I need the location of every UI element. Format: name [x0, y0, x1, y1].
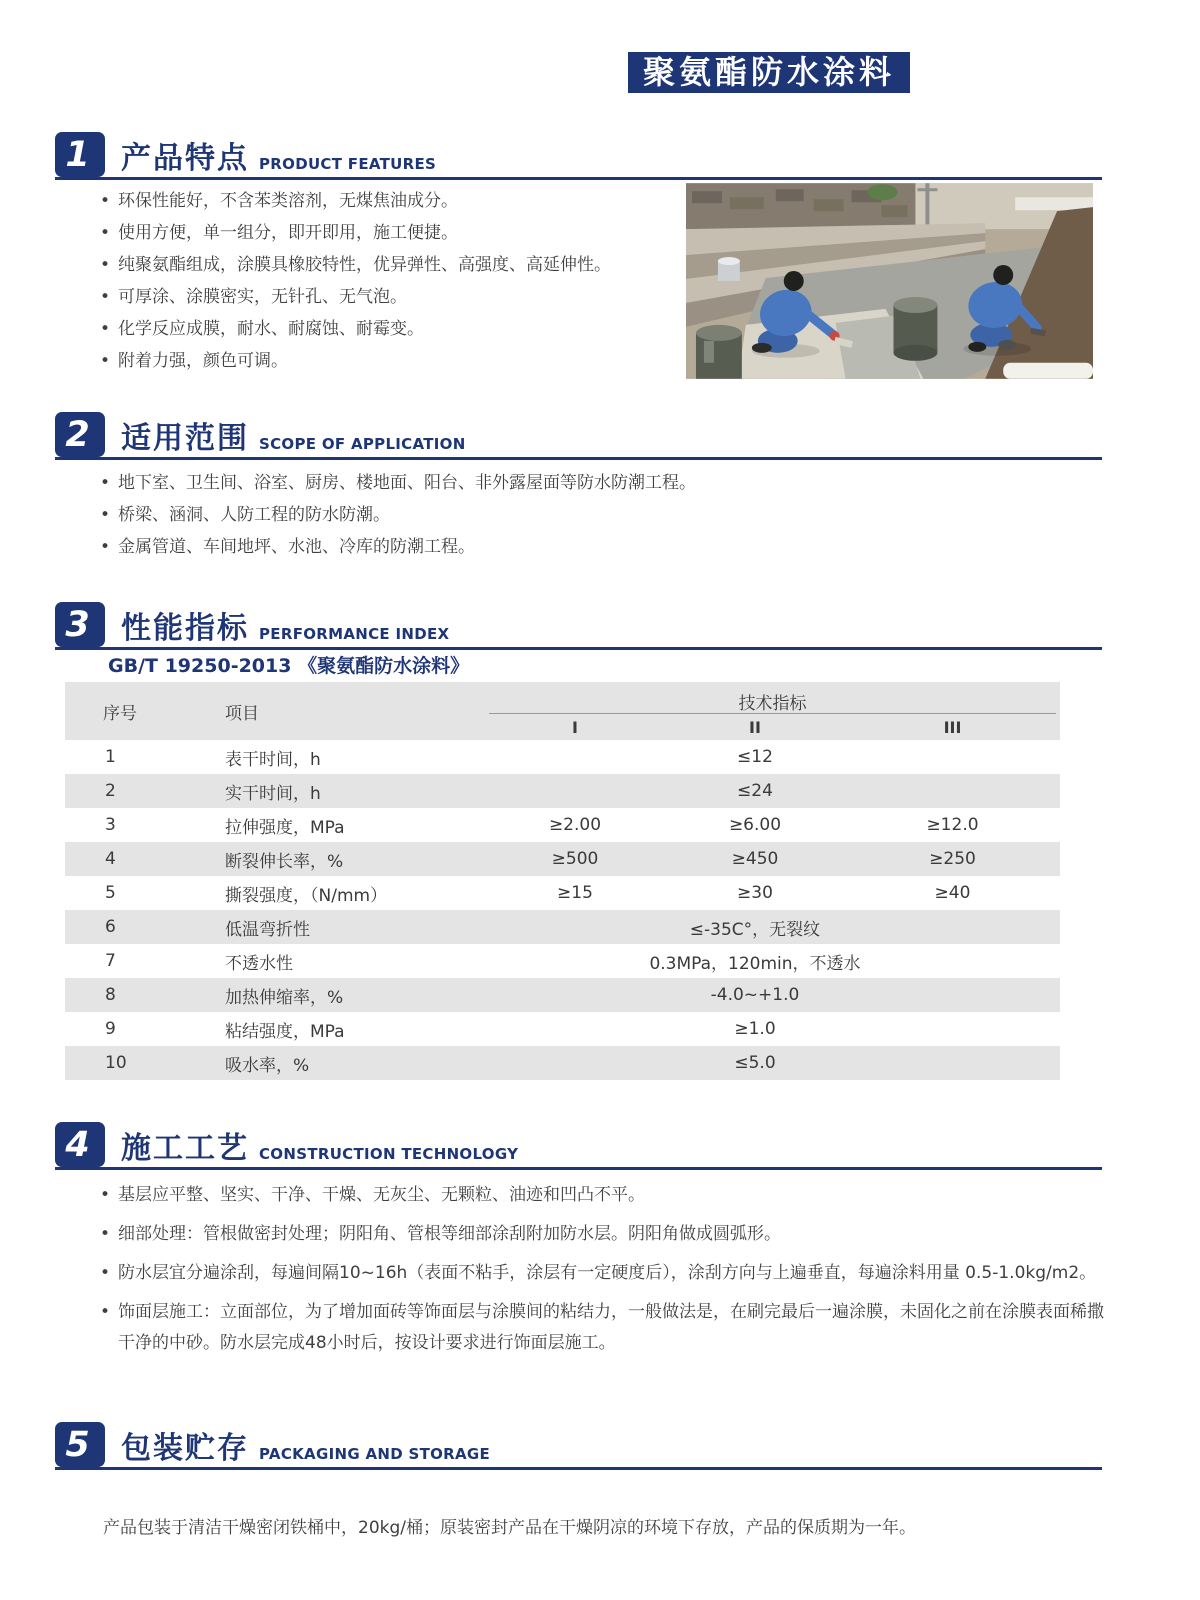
scope-text: 金属管道、车间地坪、水池、冷库的防潮工程。 [118, 537, 475, 557]
section-5-header [55, 1418, 1102, 1470]
feature-list-item [100, 186, 700, 216]
cell-value-1: ≥500 [551, 849, 599, 869]
construction-text: 饰面层施工：立面部位，为了增加面砖等饰面层与涂膜间的粘结力，一般做法是，在刷完最后一遍涂膜，未固化之前在涂膜表面稀撒干净的中砂。防水层完成48小时后，按设计要求进行饰面层施工。 [118, 1302, 1104, 1353]
bullet-icon: • [100, 287, 111, 307]
scope-list-item [100, 532, 980, 562]
construction-list-item [100, 1180, 1112, 1211]
bullet-icon: • [100, 1185, 111, 1205]
cell-value-3: ≥40 [934, 883, 971, 903]
cell-no: 7 [105, 951, 116, 971]
section-2-title-cn: 适用范围 [121, 421, 249, 456]
performance-table-body [65, 740, 1060, 1080]
section-5-title-cn: 包装贮存 [121, 1431, 249, 1466]
table-row [65, 910, 1060, 944]
table-row [65, 774, 1060, 808]
section-3-number-badge: 3 [55, 602, 105, 647]
standard-note: GB/T 19250-2013 《聚氨酯防水涂料》 [108, 655, 470, 677]
section-3-title-cn: 性能指标 [121, 611, 249, 646]
feature-text: 可厚涂、涂膜密实，无针孔、无气泡。 [118, 287, 407, 307]
scope-text: 地下室、卫生间、浴室、厨房、楼地面、阳台、非外露屋面等防水防潮工程。 [118, 473, 696, 493]
feature-list-item [100, 314, 700, 344]
section-2-title-en: SCOPE OF APPLICATION [259, 435, 466, 453]
pool-edge [1003, 363, 1093, 379]
cell-no: 2 [105, 781, 116, 801]
cell-value-1: ≥15 [557, 883, 593, 903]
construction-text: 细部处理：管根做密封处理；阴阳角、管根等细部涂刮附加防水层。阴阳角做成圆弧形。 [118, 1224, 781, 1244]
cell-value-2: -4.0~+1.0 [710, 985, 800, 1005]
cell-value-2: ≤12 [737, 747, 773, 767]
foliage [868, 184, 898, 200]
scope-list [100, 468, 980, 564]
small-bucket [718, 257, 740, 281]
scope-list-item [100, 500, 980, 530]
section-5-number-badge: 5 [55, 1422, 105, 1467]
section-2-header [55, 408, 1102, 460]
feature-list-item [100, 250, 700, 280]
tech-subcolumns [485, 714, 1060, 740]
cell-no: 5 [105, 883, 116, 903]
col-header-no: 序号 [103, 703, 137, 724]
tech-index-title: 技术指标 [738, 694, 807, 714]
col-header-item: 项目 [225, 703, 259, 724]
col-header-tech [485, 682, 1060, 740]
feature-list-item [100, 218, 700, 248]
section-4-title-cn: 施工工艺 [121, 1131, 249, 1166]
feature-text: 纯聚氨酯组成，涂膜具橡胶特性，优异弹性、高强度、高延伸性。 [118, 255, 611, 275]
performance-table-header [65, 682, 1060, 740]
product-features-list [100, 186, 700, 378]
cell-item: 撕裂强度，（N/mm） [225, 885, 388, 906]
cell-no: 8 [105, 985, 116, 1005]
feature-text: 化学反应成膜，耐水、耐腐蚀、耐霉变。 [118, 319, 424, 339]
cell-item: 断裂伸长率，% [225, 851, 344, 872]
paint-drum-left [696, 325, 742, 379]
construction-list-item [100, 1258, 1112, 1289]
bullet-icon: • [100, 1302, 111, 1322]
tech-col-2: II [749, 717, 761, 737]
section-1-title-cn: 产品特点 [121, 141, 249, 176]
feature-text: 使用方便，单一组分，即开即用，施工便捷。 [118, 223, 458, 243]
cell-item: 加热伸缩率，% [225, 987, 344, 1008]
section-1-number-badge: 1 [55, 132, 105, 177]
bullet-icon: • [100, 1263, 111, 1283]
feature-list-item [100, 282, 700, 312]
section-3-title-en: PERFORMANCE INDEX [259, 625, 450, 643]
cell-no: 10 [105, 1053, 127, 1073]
bullet-icon: • [100, 1224, 111, 1244]
bullet-icon: • [100, 191, 111, 211]
cell-value-3: ≥12.0 [926, 815, 979, 835]
construction-list-item [100, 1219, 1112, 1250]
section-3-header [55, 598, 1102, 650]
cell-item: 拉伸强度，MPa [225, 817, 345, 838]
cell-value-2: ≤5.0 [734, 1053, 776, 1073]
section-5-title-en: PACKAGING AND STORAGE [259, 1445, 491, 1463]
cell-value-1: ≥2.00 [548, 815, 602, 835]
cell-item: 实干时间，h [225, 783, 321, 804]
cell-no: 1 [105, 747, 116, 767]
product-title-banner: 聚氨酯防水涂料 [628, 52, 910, 93]
cell-item: 不透水性 [225, 953, 293, 974]
tech-col-3: III [943, 717, 962, 737]
bullet-icon: • [100, 351, 111, 371]
section-1-title-en: PRODUCT FEATURES [259, 155, 437, 173]
section-4-number-badge: 4 [55, 1122, 105, 1167]
cell-item: 吸水率，% [225, 1055, 310, 1076]
construction-text: 防水层宜分遍涂刮，每遍间隔10~16h（表面不粘手，涂层有一定硬度后），涂刮方向与上遍垂直，每遍涂料用量 0.5-1.0kg/m2。 [118, 1263, 1097, 1283]
bullet-icon: • [100, 223, 111, 243]
feature-text: 环保性能好，不含苯类溶剂，无煤焦油成分。 [118, 191, 458, 211]
table-row [65, 944, 1060, 978]
tech-col-1: I [572, 717, 578, 737]
bullet-icon: • [100, 473, 111, 493]
cell-value-2: 0.3MPa，120min，不透水 [649, 953, 861, 974]
cell-value-2: ≥30 [737, 883, 773, 903]
cell-no: 3 [105, 815, 116, 835]
performance-table [65, 682, 1060, 1080]
product-photo [686, 183, 1093, 379]
bullet-icon: • [100, 255, 111, 275]
feature-text: 附着力强，颜色可调。 [118, 351, 288, 371]
table-row [65, 740, 1060, 774]
bullet-icon: • [100, 537, 111, 557]
section-1-header [55, 128, 1102, 180]
cell-value-2: ≥6.00 [728, 815, 782, 835]
table-row [65, 1012, 1060, 1046]
packaging-paragraph: 产品包装于清洁干燥密闭铁桶中，20kg/桶；原装密封产品在干燥阴凉的环境下存放，产品的保质期为一年。 [103, 1518, 916, 1538]
table-row [65, 808, 1060, 842]
section-4-title-en: CONSTRUCTION TECHNOLOGY [259, 1145, 519, 1163]
cell-item: 表干时间，h [225, 749, 321, 770]
cell-item: 粘结强度，MPa [225, 1021, 345, 1042]
section-2-number-badge: 2 [55, 412, 105, 457]
cell-value-2: ≤24 [737, 781, 773, 801]
cell-no: 4 [105, 849, 116, 869]
cell-item: 低温弯折性 [225, 919, 310, 940]
bullet-icon: • [100, 319, 111, 339]
table-row [65, 876, 1060, 910]
cell-no: 6 [105, 917, 116, 937]
construction-list-item [100, 1297, 1112, 1359]
table-row [65, 978, 1060, 1012]
construction-text: 基层应平整、坚实、干净、干燥、无灰尘、无颗粒、油迹和凹凸不平。 [118, 1185, 645, 1205]
section-4-header [55, 1118, 1102, 1170]
feature-list-item [100, 346, 700, 376]
cell-value-3: ≥250 [929, 849, 976, 869]
cell-value-2: ≥1.0 [734, 1019, 776, 1039]
bullet-icon: • [100, 505, 111, 525]
scope-list-item [100, 468, 980, 498]
table-row [65, 1046, 1060, 1080]
cell-no: 9 [105, 1019, 116, 1039]
cell-value-2: ≥450 [731, 849, 779, 869]
scope-text: 桥梁、涵洞、人防工程的防水防潮。 [118, 505, 390, 525]
cell-value-2: ≤-35C°，无裂纹 [689, 919, 821, 940]
paint-drum-center [893, 297, 937, 361]
table-row [65, 842, 1060, 876]
construction-list [100, 1180, 1112, 1367]
